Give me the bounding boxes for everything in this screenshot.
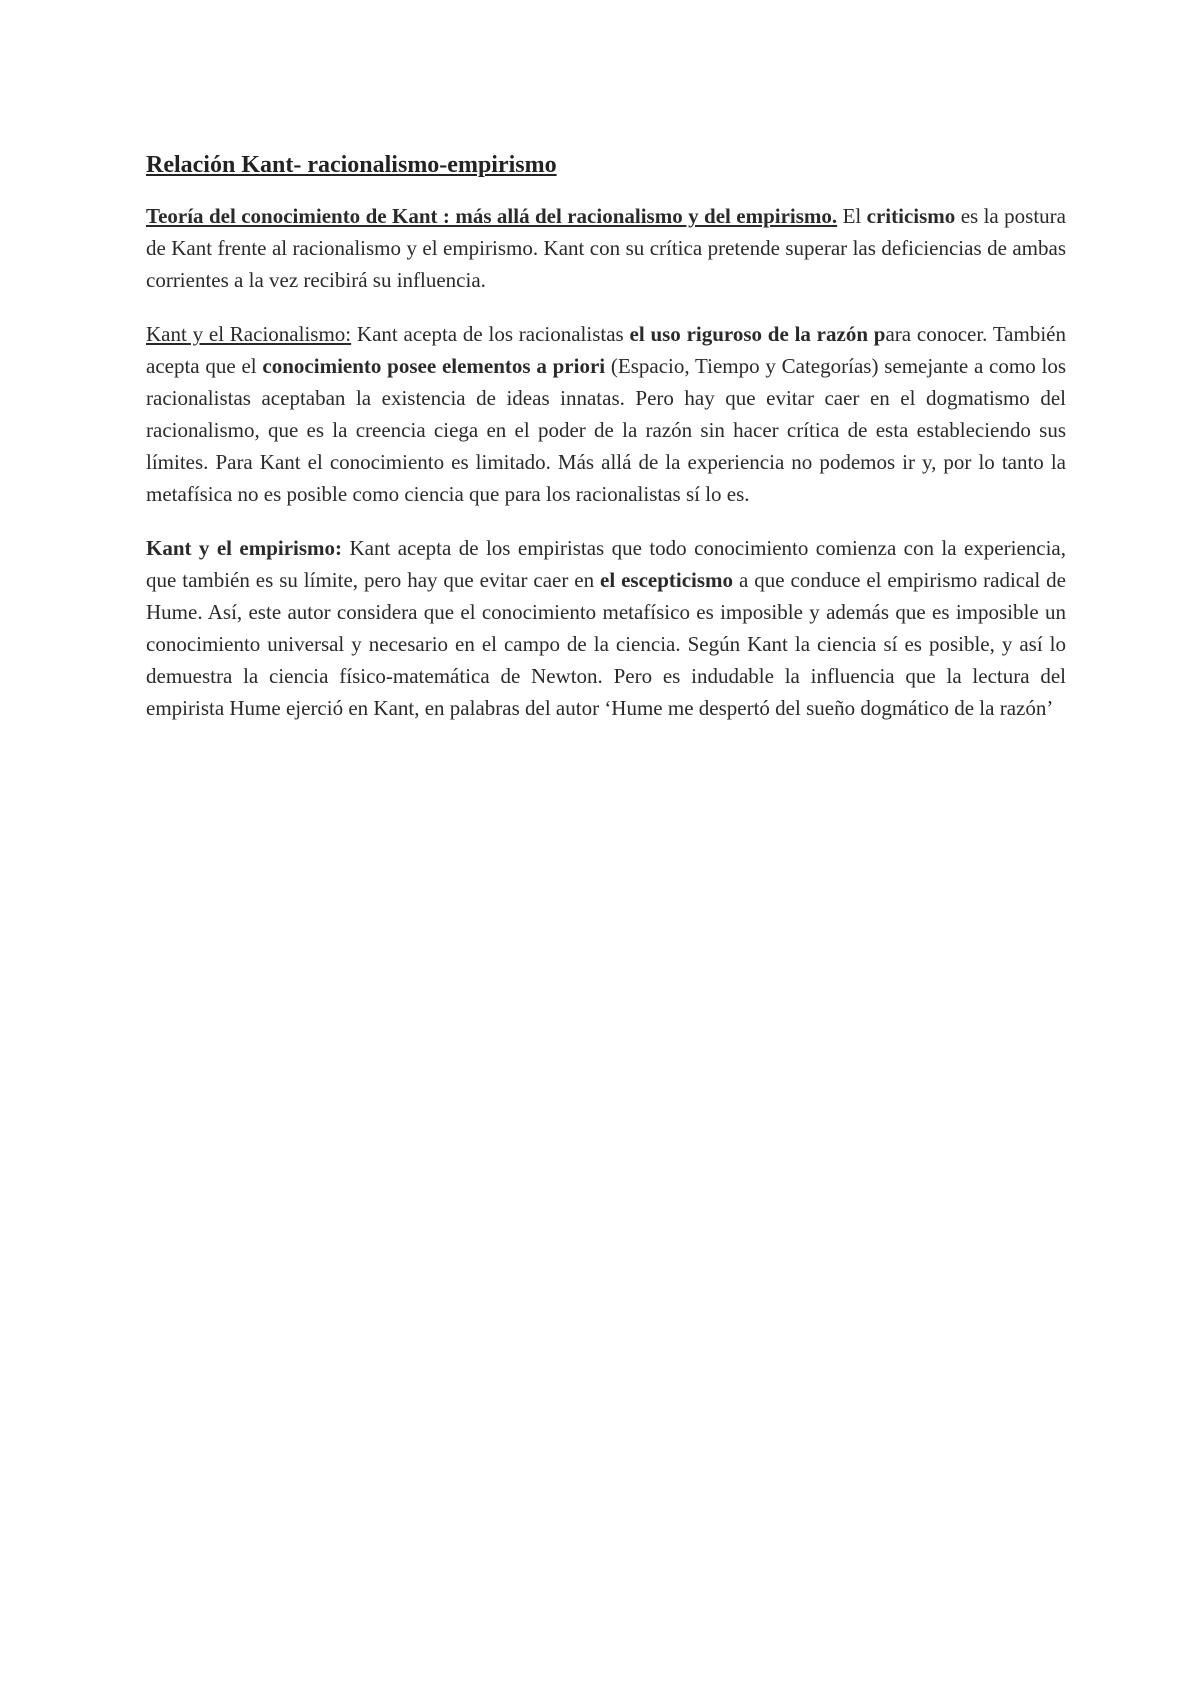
paragraph-text: a que conduce el empirismo radical de Hume. Así, este autor considera que el conocimiento metafísico es imposible y además que es imposible un conocimiento universal y necesario en el campo de la ciencia. Según Kant la ciencia sí es posible, y así lo demuestra la ciencia físico-matemática de Newton. Pero es indudable la influencia que la lectura del empirista Hume ejerció en Kant, en palabras del autor ‘Hume me despertó del sueño dogmático de la razón’ bbox=[146, 568, 1066, 720]
paragraph-teoria bbox=[146, 200, 1066, 296]
document-title: Relación Kant- racionalismo-empirismo bbox=[146, 152, 557, 178]
paragraph-text: (Espacio, Tiempo y Categorías) semejante a como los racionalistas aceptaban la existencia de ideas innatas. Pero hay que evitar caer en el dogmatismo del racionalismo, que es la creencia ciega en el poder de la razón sin hacer crítica de esta estableciendo sus límites. Para Kant el conocimiento es limitado. Más allá de la experiencia no podemos ir y, por lo tanto la metafísica no es posible como ciencia que para los racionalistas sí lo es. bbox=[146, 354, 1066, 506]
bold-term: conocimiento posee elementos a priori bbox=[262, 354, 606, 378]
paragraph-text: Kant acepta de los empiristas que todo conocimiento comienza con la experiencia, que también es su límite, pero hay que evitar caer en bbox=[146, 536, 1066, 592]
paragraph-heading: Kant y el Racionalismo: bbox=[146, 322, 352, 346]
paragraph-heading: Kant y el empirismo: bbox=[146, 536, 343, 560]
paragraph-heading: Teoría del conocimiento de Kant : más allá del racionalismo y del empirismo. bbox=[146, 204, 838, 228]
paragraph-empirismo bbox=[146, 532, 1066, 724]
paragraph-text: es la postura de Kant frente al racionalismo y el empirismo. Kant con su crítica pretende superar las deficiencias de ambas corrientes a la vez recibirá su influencia. bbox=[146, 204, 1066, 292]
paragraph-text: ara conocer. También acepta que el bbox=[146, 322, 1066, 378]
paragraph-racionalismo bbox=[146, 318, 1066, 510]
bold-term: el escepticismo bbox=[600, 568, 734, 592]
bold-term: el uso riguroso de la razón p bbox=[629, 322, 886, 346]
document-body bbox=[146, 150, 1066, 746]
paragraph-text: El bbox=[837, 204, 867, 228]
paragraph-text: Kant acepta de los racionalistas bbox=[351, 322, 630, 346]
bold-term: criticismo bbox=[866, 204, 956, 228]
